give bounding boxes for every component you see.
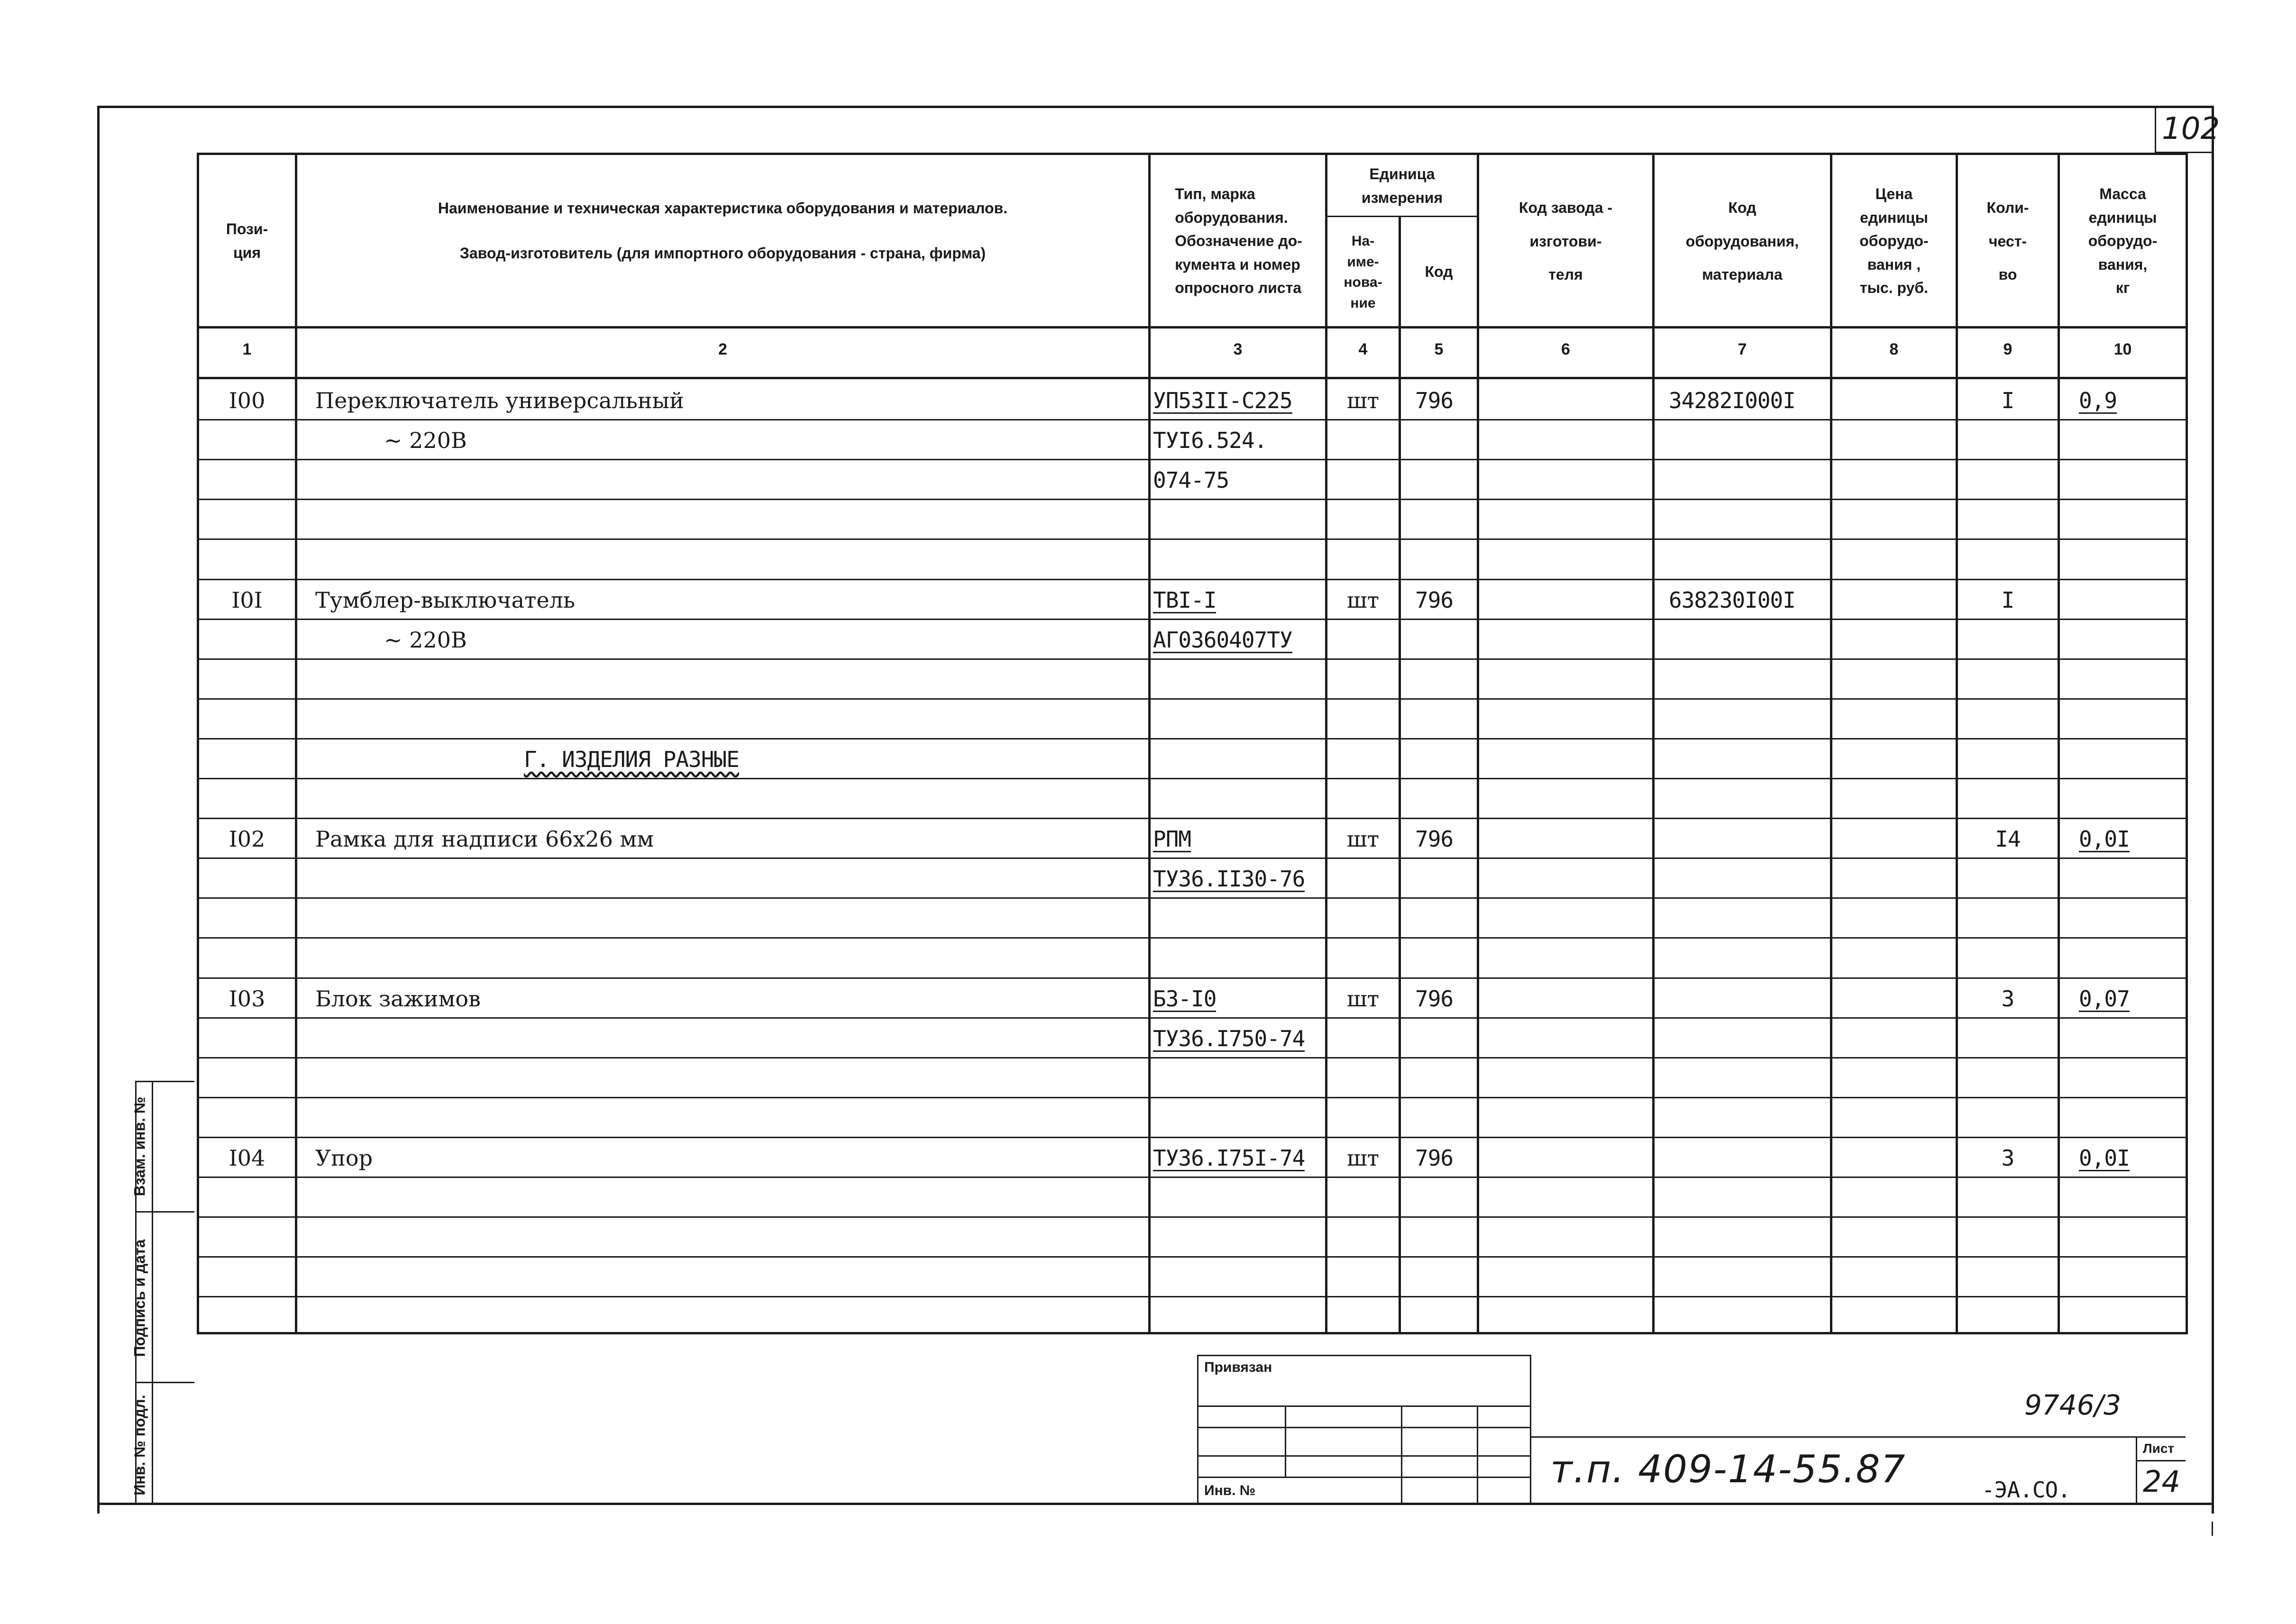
cell-type: ТУ36.II30-76 xyxy=(1153,866,1305,892)
cell-unit: шт xyxy=(1346,986,1380,1012)
cell-type: БЗ-I0 xyxy=(1153,986,1217,1012)
cell-name: ~ 220В xyxy=(384,428,467,453)
cell-code: 796 xyxy=(1415,388,1454,413)
tb-row-3 xyxy=(1197,1455,1531,1457)
section-heading: Г. ИЗДЕЛИЯ РАЗНЫЕ xyxy=(524,747,739,772)
cell-unit: шт xyxy=(1346,1145,1380,1171)
row-divider xyxy=(197,499,2186,500)
cell-mass: 0,0I xyxy=(2079,1145,2130,1171)
colnum-1: 1 xyxy=(242,340,252,358)
header-factory-code: Код завода - изготови- теля xyxy=(1518,199,1613,283)
cell-mass: 0,9 xyxy=(2079,388,2117,413)
cell-qty: I xyxy=(2001,587,2014,613)
cell-name: ~ 220В xyxy=(384,627,467,653)
row-divider xyxy=(197,1097,2186,1098)
cell-qty: I4 xyxy=(1995,826,2021,852)
colnum-8: 8 xyxy=(1889,340,1899,358)
colnum-6: 6 xyxy=(1561,340,1570,358)
cell-type: АГ0360407ТУ xyxy=(1153,627,1292,653)
cell-pos: I03 xyxy=(229,986,265,1012)
row-divider xyxy=(197,1256,2186,1258)
row-divider xyxy=(197,858,2186,859)
stamp-div-2 xyxy=(135,1382,194,1383)
header-quantity: Коли- чест- во xyxy=(1986,199,2029,283)
sheet-box-divider xyxy=(2136,1460,2186,1461)
row-divider xyxy=(197,818,2186,819)
row-divider xyxy=(197,977,2186,979)
cell-name: Блок зажимов xyxy=(315,986,481,1012)
col-line-9 xyxy=(2058,153,2060,1334)
row-divider xyxy=(197,538,2186,540)
sheet-box-left xyxy=(2136,1436,2137,1504)
corner-box-left xyxy=(2155,106,2156,153)
row-divider xyxy=(197,658,2186,660)
tb-row-2 xyxy=(1197,1427,1531,1428)
col-line-6 xyxy=(1652,153,1655,1334)
row-divider xyxy=(197,1137,2186,1138)
cell-name: Переключатель универсальный xyxy=(315,388,684,413)
colnum-5: 5 xyxy=(1434,340,1444,358)
header-position: Пози- ция xyxy=(226,220,268,261)
stamp-div-1 xyxy=(135,1211,194,1213)
stamp-mid-line xyxy=(152,1081,153,1504)
row-divider xyxy=(197,1216,2186,1218)
colnum-9: 9 xyxy=(2003,340,2012,358)
sheet-number: 24 xyxy=(2143,1464,2180,1499)
header-name-line2: Завод-изготовитель (для импортного оборудования - страна, фирма) xyxy=(459,245,986,262)
cell-pos: I02 xyxy=(229,826,265,852)
col-line-right xyxy=(2186,153,2188,1334)
album-number: 9746/3 xyxy=(2024,1389,2122,1421)
cell-qty: I xyxy=(2001,388,2014,413)
row-divider xyxy=(197,459,2186,460)
header-bottom-line xyxy=(197,326,2186,328)
table-top-line xyxy=(197,153,2186,155)
colnum-4: 4 xyxy=(1358,340,1368,358)
stamp-signature-date: Подпись и дата xyxy=(131,1239,148,1357)
stamp-replaced-inventory: Взам. инв. № xyxy=(131,1096,148,1196)
cell-type: 074-75 xyxy=(1153,467,1229,493)
frame-top-line xyxy=(97,106,2214,108)
row-divider xyxy=(197,619,2186,620)
tb-box-left xyxy=(1197,1355,1198,1504)
project-designation: т.п. 409-14-55.87 xyxy=(1550,1447,1906,1491)
tb-box-right xyxy=(1530,1355,1531,1504)
project-suffix: -ЭА.СО. xyxy=(1982,1477,2070,1503)
frame-bottom-line xyxy=(97,1503,2214,1505)
right-edge-mark xyxy=(2212,1522,2213,1536)
header-price: Цена единицы оборудо- вания , тыс. руб. xyxy=(1859,185,1929,297)
sheet-corner-number: 102 xyxy=(2162,111,2220,146)
cell-type: ТУ36.I75I-74 xyxy=(1153,1145,1305,1171)
table-bottom-line xyxy=(197,1332,2186,1334)
cell-type: УП53II-С225 xyxy=(1153,388,1292,413)
cell-name: Упор xyxy=(315,1145,373,1171)
cell-qty: 3 xyxy=(2001,986,2014,1012)
tb-privyazan-label: Привязан xyxy=(1204,1359,1272,1375)
cell-type: ТВI-I xyxy=(1153,587,1217,613)
header-unit-name: На- име- нова- ние xyxy=(1344,233,1382,311)
header-equipment-code: Код оборудования, материала xyxy=(1685,199,1799,283)
cell-code: 796 xyxy=(1415,826,1454,852)
cell-type: РПМ xyxy=(1153,826,1191,852)
tb-box-top xyxy=(1197,1355,1531,1356)
row-divider xyxy=(197,698,2186,700)
cell-type: ТУI6.524. xyxy=(1153,428,1267,453)
cell-pos: I04 xyxy=(229,1145,265,1171)
tb-row-4 xyxy=(1197,1477,1531,1478)
colnum-7: 7 xyxy=(1738,340,1747,358)
colnum-2: 2 xyxy=(718,340,727,358)
row-divider xyxy=(197,1057,2186,1058)
row-divider xyxy=(197,419,2186,420)
cell-code: 796 xyxy=(1415,1145,1454,1171)
cell-name: Тумблер-выключатель xyxy=(315,587,575,613)
cell-unit: шт xyxy=(1346,388,1380,413)
col-line-4 xyxy=(1399,216,1401,1334)
row-divider xyxy=(197,738,2186,739)
colnum-10: 10 xyxy=(2113,340,2132,358)
row-divider xyxy=(197,897,2186,899)
header-mass: Масса единицы оборудо- вания, кг xyxy=(2088,185,2158,297)
tb-col-3 xyxy=(1477,1405,1478,1504)
cell-pos: I00 xyxy=(229,388,265,413)
cell-code: 796 xyxy=(1415,587,1454,613)
cell-mass: 0,07 xyxy=(2079,986,2130,1012)
cell-unit: шт xyxy=(1346,587,1380,613)
cell-unit: шт xyxy=(1346,826,1380,852)
header-unit-group: Единица измерения xyxy=(1361,165,1443,206)
row-divider xyxy=(197,778,2186,779)
col-line-5 xyxy=(1477,153,1479,1334)
colnum-bottom-line xyxy=(197,377,2186,379)
col-line-1 xyxy=(295,153,297,1334)
tb-col-2 xyxy=(1401,1405,1402,1504)
tb-col-1 xyxy=(1285,1405,1286,1477)
cell-name: Рамка для надписи 66х26 мм xyxy=(315,826,654,852)
header-name-line1: Наименование и техническая характеристика оборудования и материалов. xyxy=(438,200,1008,217)
frame-left-line xyxy=(97,106,100,1514)
cell-mass: 0,0I xyxy=(2079,826,2130,852)
cell-code: 796 xyxy=(1415,986,1454,1012)
colnum-3: 3 xyxy=(1233,340,1243,358)
cell-equip: 638230I00I xyxy=(1669,587,1795,613)
row-divider xyxy=(197,1017,2186,1019)
tb-row-1 xyxy=(1197,1405,1531,1407)
unit-group-divider xyxy=(1325,216,1477,217)
row-divider xyxy=(197,1296,2186,1297)
row-divider xyxy=(197,1177,2186,1178)
row-divider xyxy=(197,579,2186,580)
row-divider xyxy=(197,937,2186,939)
sheet-label: Лист xyxy=(2143,1441,2175,1456)
cell-type: ТУ36.I750-74 xyxy=(1153,1026,1305,1051)
frame-right-line xyxy=(2212,106,2214,1514)
tb-inventory-label: Инв. № xyxy=(1204,1483,1256,1498)
col-line-7 xyxy=(1830,153,1832,1334)
title-strip-top xyxy=(1530,1436,2186,1438)
stamp-original-inventory: Инв. № подл. xyxy=(131,1395,148,1496)
cell-pos: I0I xyxy=(231,587,263,613)
col-line-2 xyxy=(1148,153,1151,1334)
header-type: Тип, марка оборудования. Обозначение до- кумента и номер опросного листа xyxy=(1175,185,1302,297)
cell-equip: 34282I000I xyxy=(1669,388,1795,413)
header-unit-code: Код xyxy=(1425,263,1453,281)
cell-qty: 3 xyxy=(2001,1145,2014,1171)
